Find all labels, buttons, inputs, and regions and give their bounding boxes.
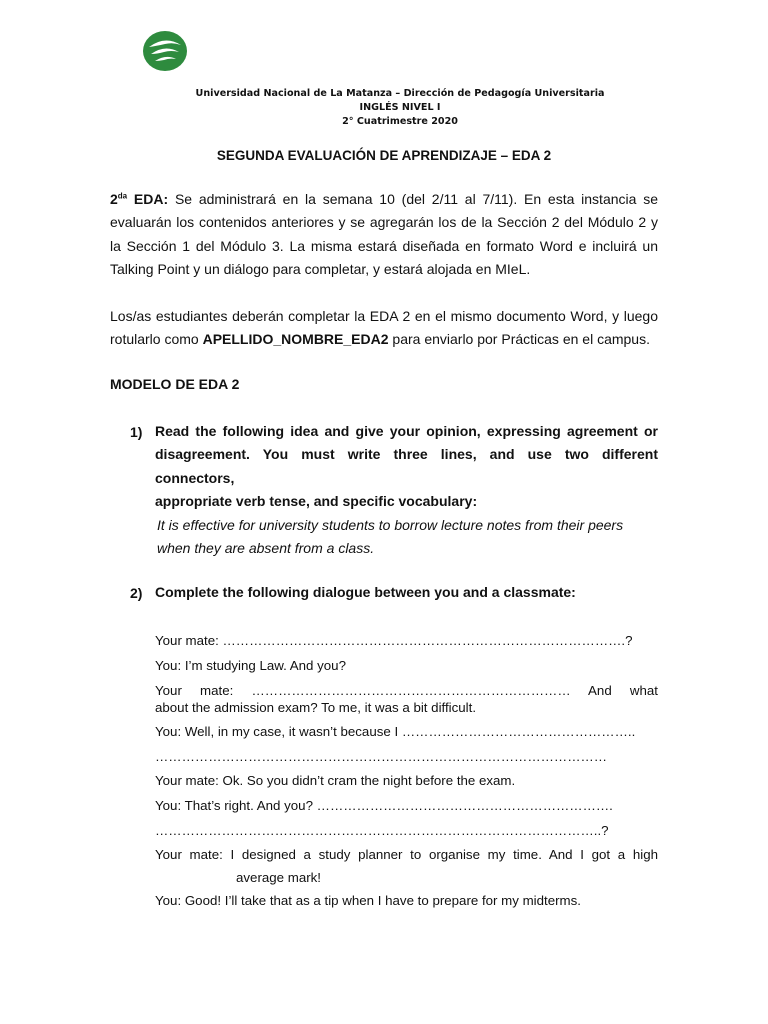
intro-line-4: Talking Point y un diálogo para completar, y estará alojada en MIeL. (110, 260, 531, 277)
header-university: Universidad Nacional de La Matanza – Dirección de Pedagogía Universitaria (195, 88, 605, 99)
submission-filename: APELLIDO_NOMBRE_EDA2 (202, 331, 389, 348)
dialogue-line-3: Your mate: ……………………………………………………………… And what (155, 683, 658, 698)
dialogue-line-7-text: So you didn’t cram the night before the exam. (243, 773, 516, 788)
quote-line-2: when they are absent from a class. (157, 540, 375, 556)
dialogue-line-9: ………………………………………………………………………………………..? (155, 823, 609, 838)
page-title: SEGUNDA EVALUACIÓN DE APRENDIZAJE – EDA 2 (216, 148, 552, 163)
dialogue-line-7-speaker: Your mate: Ok. (155, 773, 244, 788)
dialogue-line-4: about the admission exam? To me, it was a bit difficult. (155, 700, 477, 715)
dialogue-line-11-text: average mark! (236, 870, 321, 885)
dialogue-line-11 (155, 869, 658, 887)
intro-label-superscript: da (117, 191, 128, 201)
intro-label-number: 2 (110, 191, 118, 207)
question-1-text (155, 420, 658, 513)
submission-text-b: para enviarlo por Prácticas en el campus. (388, 331, 650, 348)
question-1-line-2: disagreement. You must write three lines, and use two different connectors, (155, 446, 658, 486)
submission-paragraph (110, 305, 658, 352)
header-term: 2° Cuatrimestre 2020 (342, 116, 458, 127)
model-heading: MODELO DE EDA 2 (110, 376, 240, 392)
dialogue-line-12: You: Good! I’ll take that as a tip when I have to prepare for my midterms. (155, 893, 581, 908)
dialogue-line-10: Your mate: I designed a study planner to organise my time. And I got a high (155, 847, 658, 862)
dialogue-line-5: You: Well, in my case, it wasn’t because I …………………………………………….. (155, 724, 636, 739)
submission-line-1: Los/as estudiantes deberán completar la EDA 2 en el mismo documento Word, y luego (110, 308, 658, 324)
question-1-quote (157, 514, 657, 560)
dialogue-line-8: You: That’s right. And you? …………………………………………………………. (155, 798, 613, 813)
university-logo-icon (142, 30, 188, 72)
question-1-number: 1) (130, 424, 143, 440)
intro-label-eda: EDA: (127, 191, 169, 207)
dialogue-line-6: ………………………………………………………………………………………… (155, 749, 608, 764)
intro-paragraph (110, 188, 658, 281)
submission-text-a: rotularlo como (110, 331, 203, 348)
dialogue-line-2: You: I’m studying Law. And you? (155, 658, 346, 673)
dialogue-line-1: Your mate: ……………………………………………………………………………….? (155, 633, 633, 648)
dialogue-line-7 (155, 772, 658, 790)
header-course: INGLÉS NIVEL I (359, 102, 441, 113)
intro-line-2: evaluarán los contenidos anteriores y se agregarán los de la Sección 2 del Módulo 2 y (110, 214, 658, 231)
question-1-line-3: appropriate verb tense, and specific vocabulary: (155, 492, 478, 509)
intro-line-1-text: Se administrará en la semana 10 (del 2/11 al 7/11). En esta instancia se (168, 191, 658, 207)
question-1-line-1: Read the following idea and give your opinion, expressing agreement or (155, 423, 658, 439)
intro-line-3: la Sección 1 del Módulo 3. La misma estará diseñada en formato Word e incluirá un (110, 237, 658, 254)
question-2-text: Complete the following dialogue between you and a classmate: (155, 584, 576, 600)
submission-line-2 (110, 328, 658, 351)
question-2-number: 2) (130, 585, 143, 601)
intro-line-1 (110, 188, 658, 211)
quote-line-1: It is effective for university students to borrow lecture notes from their peers (157, 517, 624, 533)
